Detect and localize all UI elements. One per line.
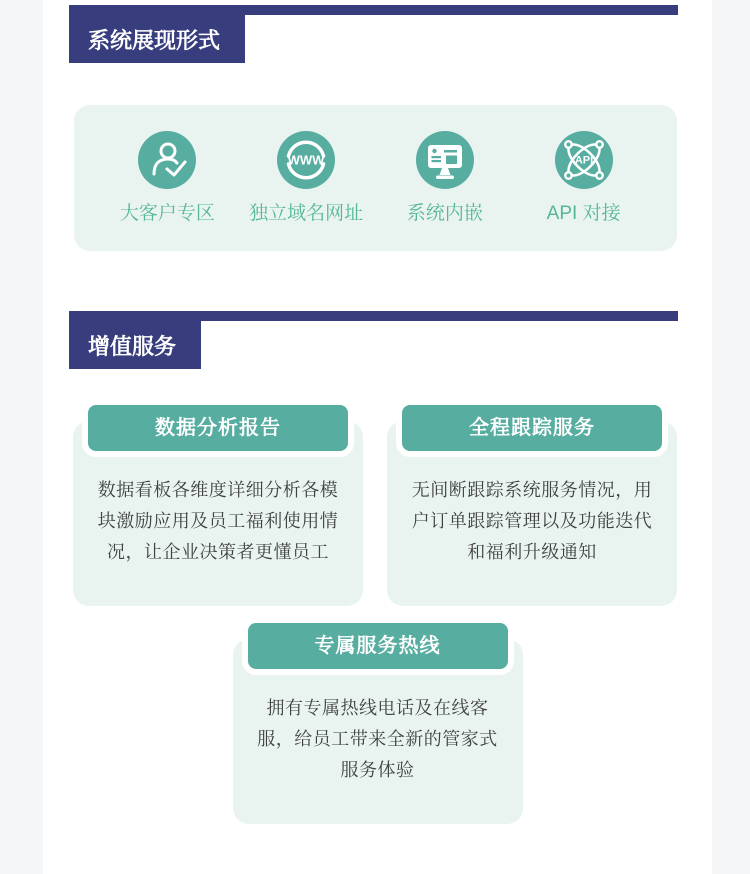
- service-card-title: 数据分析报告: [82, 399, 354, 457]
- www-globe-icon: [277, 131, 335, 189]
- service-card-title: 全程跟踪服务: [396, 399, 668, 457]
- section-header-bar: [201, 311, 678, 321]
- display-forms-card: [74, 105, 677, 251]
- right-gutter: [712, 0, 750, 874]
- left-gutter: [0, 0, 43, 874]
- service-card-tracking: [387, 417, 677, 606]
- monitor-icon: [416, 131, 474, 189]
- service-card-title: 专属服务热线: [242, 617, 514, 675]
- service-card-description: 无间断跟踪系统服务情况，用户订单跟踪管理以及功能迭代和福利升级通知: [411, 480, 653, 562]
- service-cards-row: [73, 417, 677, 606]
- feature-item-embed: [376, 131, 515, 225]
- main-content: [43, 0, 712, 824]
- service-card-description: 拥有专属热线电话及在线客服，给员工带来全新的管家式服务体验: [257, 698, 498, 780]
- feature-label: 系统内嵌: [406, 203, 483, 224]
- section-header-display-forms: [69, 5, 678, 63]
- service-card-data-report: [73, 417, 363, 606]
- feature-label: 独立域名网址: [249, 203, 364, 224]
- service-card-hotline: [233, 635, 523, 824]
- section-header-value-added: [69, 311, 678, 369]
- section-header-bar: [245, 5, 678, 15]
- service-card-description: 数据看板各维度详细分析各模块激励应用及员工福利使用情况，让企业决策者更懂员工: [97, 480, 339, 562]
- section-title: 增值服务: [69, 311, 201, 369]
- feature-item-api: [514, 131, 653, 225]
- section-title: 系统展现形式: [69, 5, 245, 63]
- feature-item-domain: [237, 131, 376, 225]
- user-check-icon: [138, 131, 196, 189]
- service-card-bottom-wrap: [43, 635, 712, 824]
- www-glyph-text: WWW: [287, 152, 325, 168]
- api-network-icon: [555, 131, 613, 189]
- feature-item-vip-zone: [98, 131, 237, 225]
- feature-label: 大客户专区: [119, 203, 215, 224]
- feature-label: API 对接: [546, 203, 621, 224]
- api-glyph-text: API: [574, 154, 593, 167]
